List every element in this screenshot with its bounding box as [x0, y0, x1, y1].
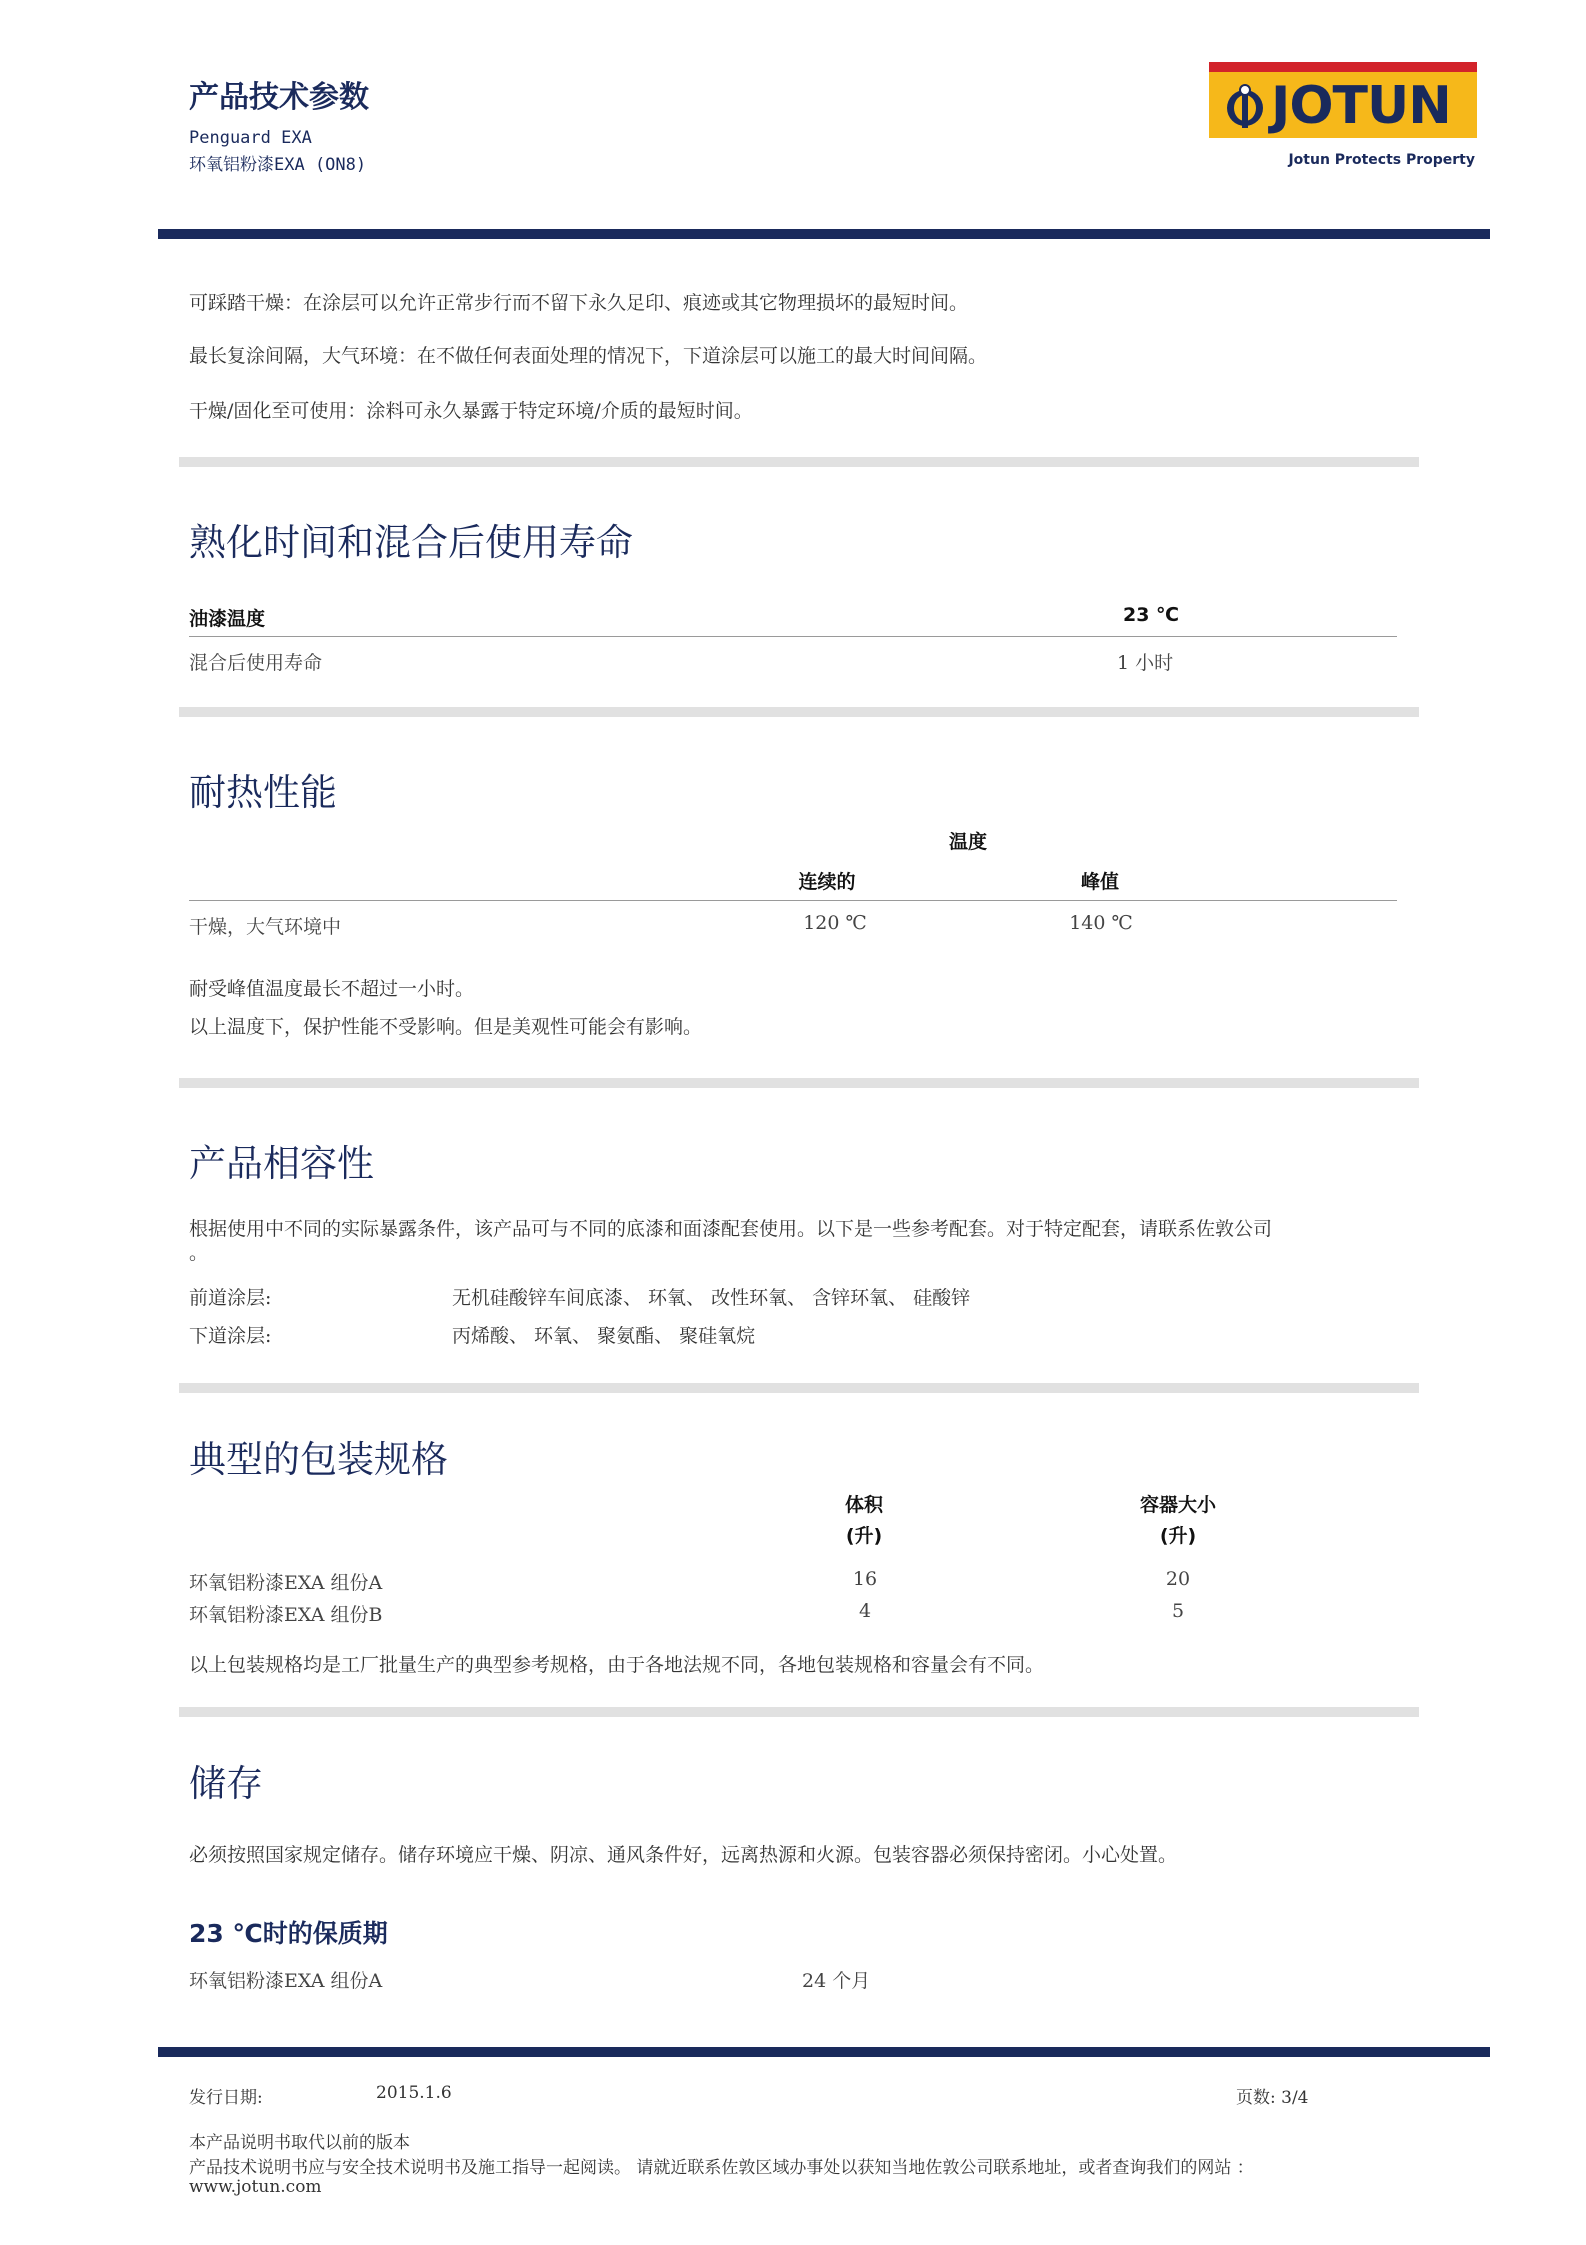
heat-note: 耐受峰值温度最长不超过一小时。 [189, 978, 475, 1000]
heat-note: 以上温度下，保护性能不受影响。但是美观性可能会有影响。 [189, 1016, 703, 1038]
product-name-cn: 环氧铝粉漆EXA (ON8) [189, 155, 367, 175]
section-heading-compatibility: 产品相容性 [189, 1142, 374, 1185]
jotun-logo [1209, 62, 1477, 172]
section-divider [179, 457, 1419, 467]
pot-life-col-label: 油漆温度 [189, 608, 266, 630]
footer-supersede: 本产品说明书取代以前的版本 [189, 2133, 410, 2153]
heat-row-peak: 140 ℃ [1069, 912, 1133, 934]
section-heading-heat: 耐热性能 [189, 771, 337, 814]
pot-life-col-value: 23 ℃ [1123, 604, 1180, 626]
logo-tagline: Jotun Protects Property [1288, 152, 1475, 168]
shelf-life-value: 24 个月 [802, 1970, 871, 1992]
issue-date-label: 发行日期: [189, 2088, 263, 2108]
pack-col-size-unit: (升) [1159, 1525, 1197, 1547]
pot-life-row-label: 混合后使用寿命 [189, 652, 323, 674]
pack-row-volume: 16 [852, 1568, 878, 1590]
definition-overcoat: 最长复涂间隔，大气环境：在不做任何表面处理的情况下，下道涂层可以施工的最大时间间隔。 [189, 345, 988, 367]
table-rule [189, 900, 1397, 901]
page-number: 页数: 3/4 [1236, 2088, 1309, 2108]
section-divider [179, 1707, 1419, 1717]
header-divider [158, 229, 1490, 239]
section-heading-storage: 储存 [189, 1762, 263, 1805]
compat-prev-value: 无机硅酸锌车间底漆、 环氧、 改性环氧、 含锌环氧、 硅酸锌 [452, 1287, 971, 1309]
heat-col-peak: 峰值 [1080, 871, 1120, 893]
compat-intro: 根据使用中不同的实际暴露条件，该产品可与不同的底漆和面漆配套使用。以下是一些参考配套。对于特定配套，请联系佐敦公司 [189, 1218, 1273, 1240]
pack-row-size: 20 [1165, 1568, 1191, 1590]
pack-col-volume: 体积 [844, 1494, 884, 1516]
heat-row-continuous: 120 ℃ [803, 912, 867, 934]
pack-row-size: 5 [1171, 1600, 1185, 1622]
logo-wordmark: JOTUN [1271, 76, 1451, 136]
pack-row-volume: 4 [858, 1600, 872, 1622]
heat-col-continuous: 连续的 [798, 871, 856, 893]
definition-cure: 干燥/固化至可使用：涂料可永久暴露于特定环境/介质的最短时间。 [189, 400, 753, 422]
pack-row-name: 环氧铝粉漆EXA 组份A [189, 1572, 383, 1594]
pack-note: 以上包装规格均是工厂批量生产的典型参考规格，由于各地法规不同，各地包装规格和容量会有不同。 [189, 1654, 1045, 1676]
definition-walk-on: 可踩踏干燥：在涂层可以允许正常步行而不留下永久足印、痕迹或其它物理损坏的最短时间。 [189, 292, 969, 314]
footer-notice: 产品技术说明书应与安全技术说明书及施工指导一起阅读。 请就近联系佐敦区域办事处以获知当地佐敦公司联系地址，或者查询我们的网站 ： [189, 2158, 1254, 2178]
page-title: 产品技术参数 [189, 80, 369, 115]
pot-life-row-value: 1 小时 [1117, 652, 1174, 674]
compat-intro-end: 。 [189, 1242, 209, 1264]
section-heading-packaging: 典型的包装规格 [189, 1438, 448, 1481]
product-name-en: Penguard EXA [189, 128, 312, 148]
heat-group-header: 温度 [948, 831, 988, 853]
whale-emblem-icon [1223, 82, 1267, 130]
section-divider [179, 1383, 1419, 1393]
compat-next-value: 丙烯酸、 环氧、 聚氨酯、 聚硅氧烷 [452, 1325, 756, 1347]
issue-date-value: 2015.1.6 [376, 2083, 452, 2103]
table-rule [189, 636, 1397, 637]
footer-website-link[interactable]: www.jotun.com [189, 2177, 322, 2197]
section-divider [179, 707, 1419, 717]
pack-col-volume-unit: (升) [845, 1525, 883, 1547]
pack-row-name: 环氧铝粉漆EXA 组份B [189, 1604, 383, 1626]
compat-next-label: 下道涂层: [189, 1325, 272, 1347]
heat-row-label: 干燥，大气环境中 [189, 916, 342, 938]
shelf-life-label: 环氧铝粉漆EXA 组份A [189, 1970, 383, 1992]
section-heading-pot-life: 熟化时间和混合后使用寿命 [189, 521, 633, 564]
shelf-life-heading: 23 ℃时的保质期 [189, 1919, 388, 1948]
storage-text: 必须按照国家规定储存。储存环境应干燥、阴凉、通风条件好，远离热源和火源。包装容器必须保持密闭。小心处置。 [189, 1844, 1178, 1866]
footer-divider [158, 2047, 1490, 2057]
pack-col-size: 容器大小 [1139, 1494, 1217, 1516]
compat-prev-label: 前道涂层: [189, 1287, 272, 1309]
section-divider [179, 1078, 1419, 1088]
